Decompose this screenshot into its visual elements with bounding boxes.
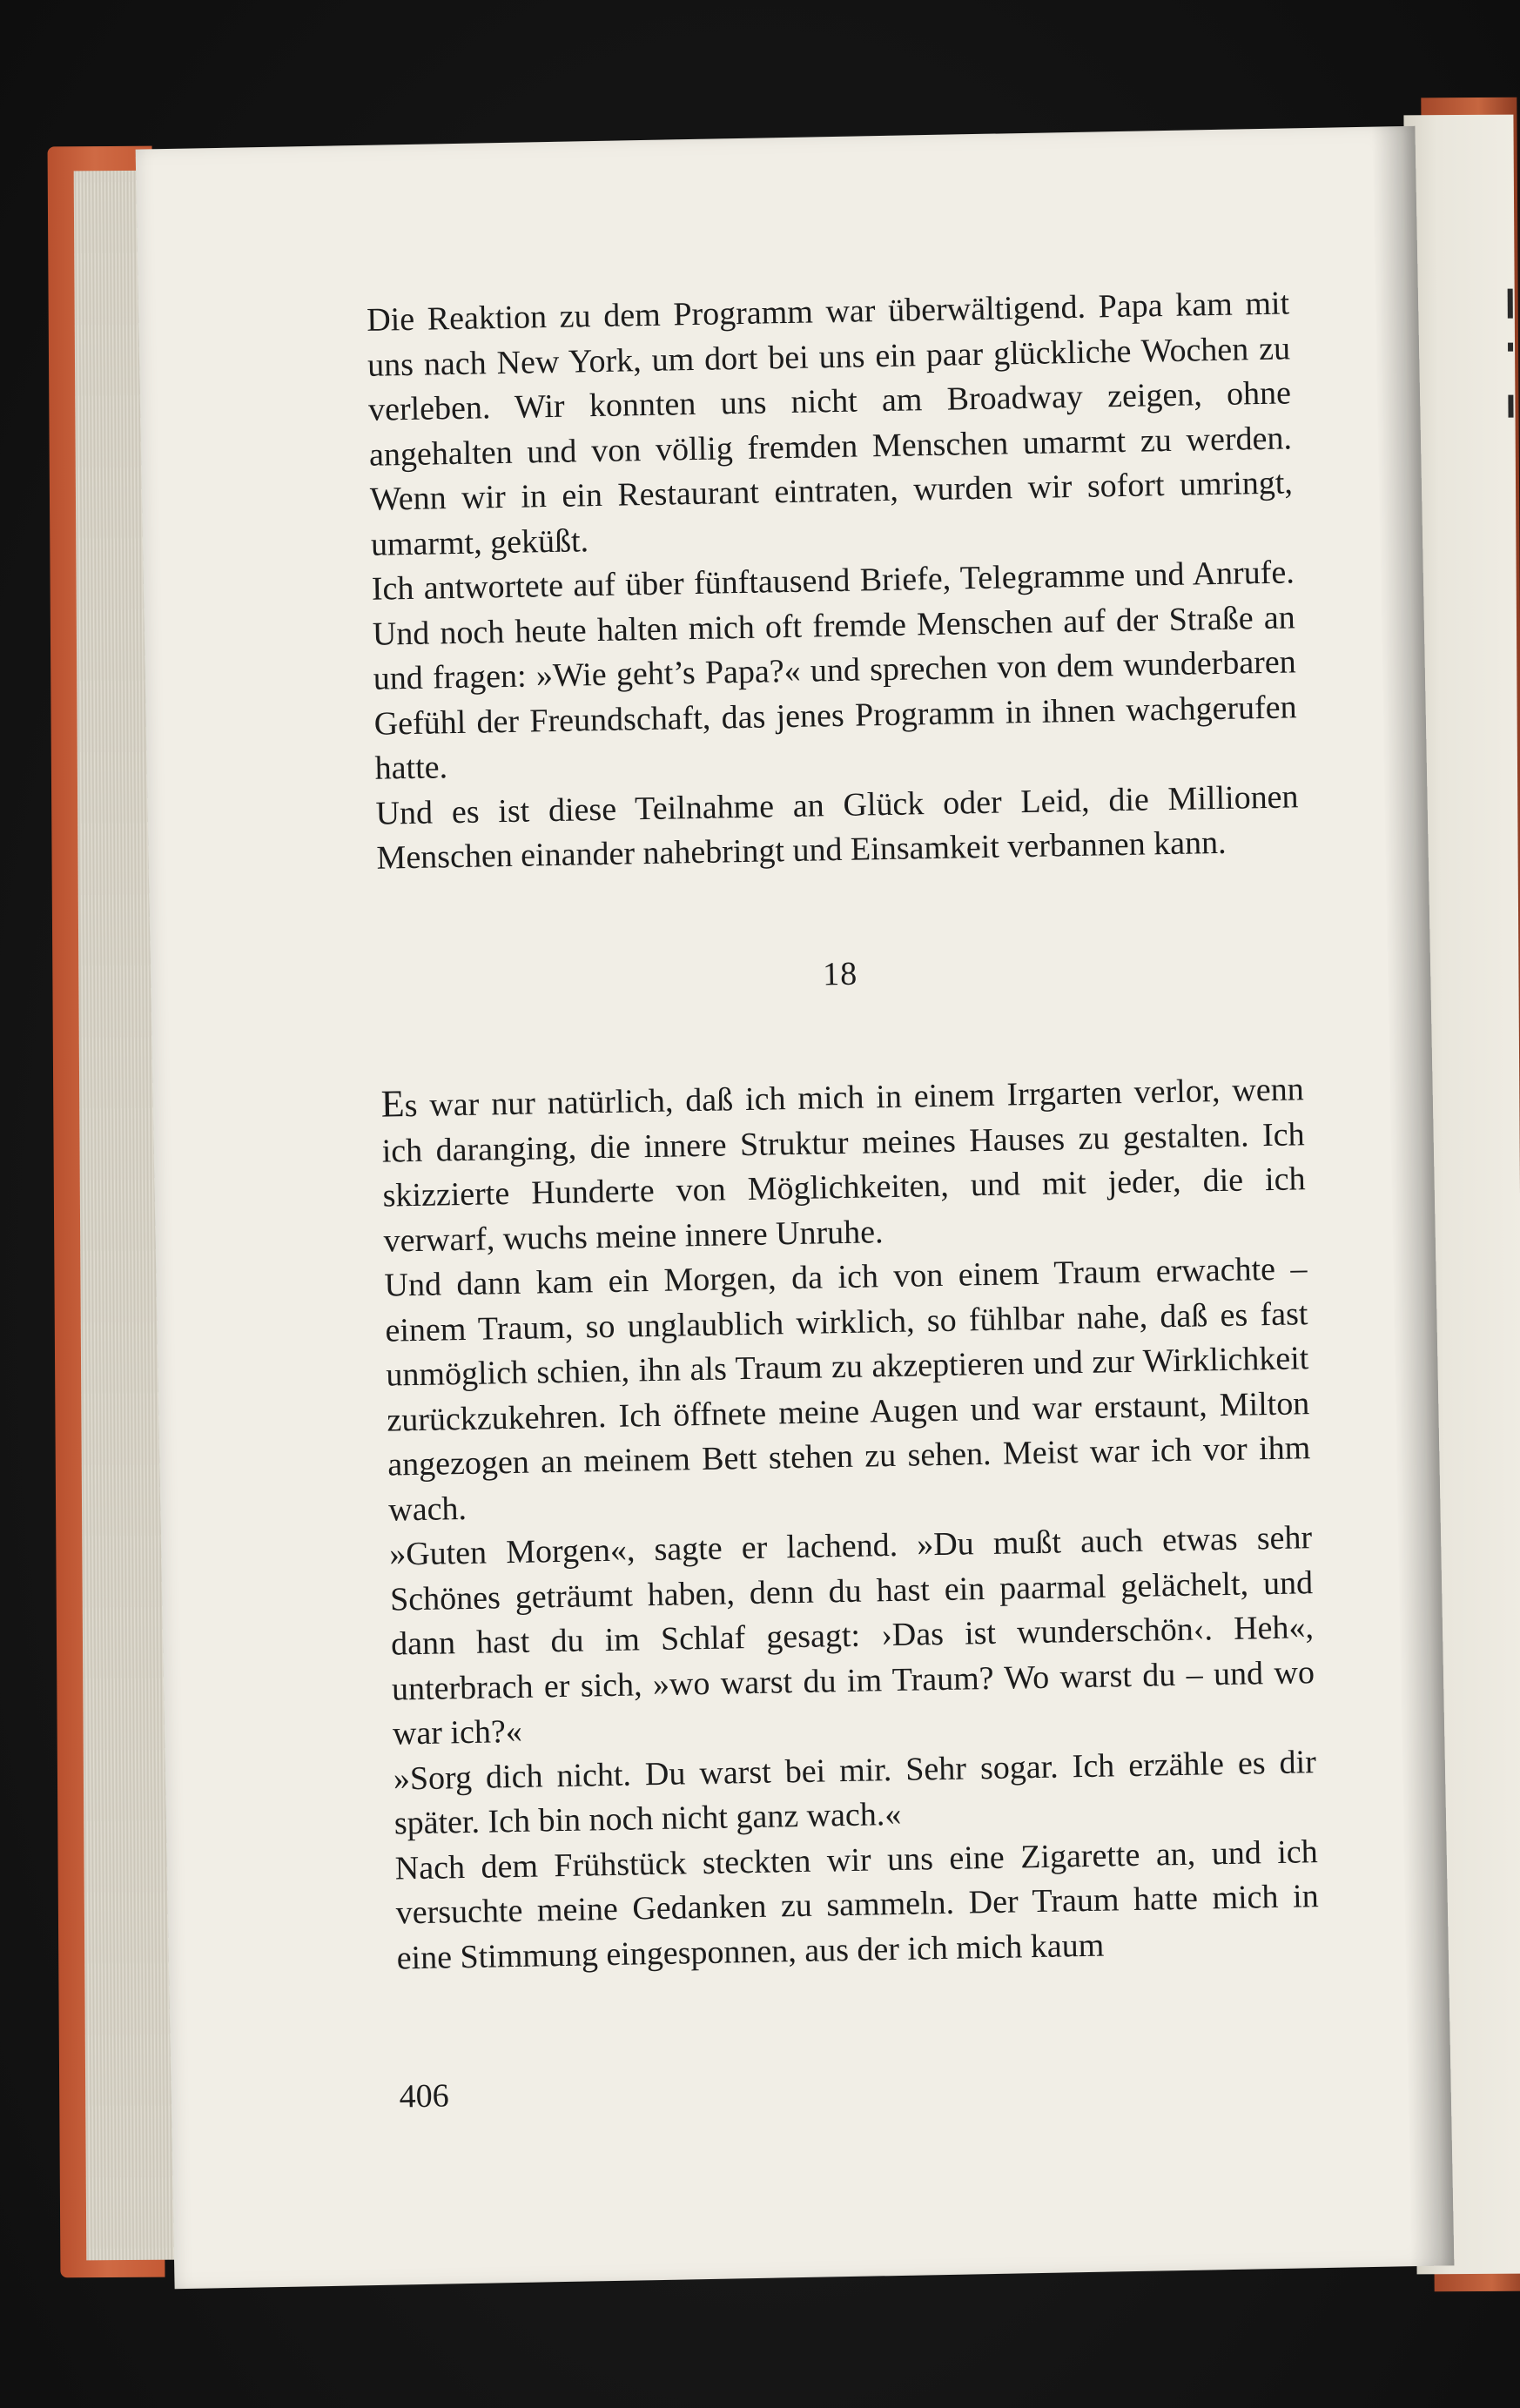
paragraph: »Guten Morgen«, sagte er lachend. »Du mußt auch etwas sehr Schönes geträumt haben, denn du hast ein paarmal gelächelt, und dann hast du im Schlaf gesagt: ›Das ist wunderschön‹. Heh«, unterbrach er sich, »wo warst du im Traum? Wo warst du – und wo war ich?« [388,1519,1315,1752]
paragraph: Ich antwortete auf über fünftausend Briefe, Telegramme und Anrufe. Und noch heute halten mich oft fremde Menschen auf der Straße an und fragen: »Wie geht’s Papa?« und sprechen von dem wunderbaren Gefühl der Freundschaft, das jenes Programm in ihnen wachgerufen hatte. [371,554,1297,787]
paragraph: Und dann kam ein Morgen, da ich von einem Traum erwachte – einem Traum, so unglaublich wirklich, so fühlbar nahe, daß es fast unmöglich schien, ihn als Traum zu akzeptieren und zur Wirklichkeit zurückzukehren. Ich öffnete meine Augen und war erstaunt, Milton angezogen an meinem Bett stehen zu sehen. Meist war ich vor ihm wach. [384,1250,1311,1529]
chapter-opening-paragraph: Es war nur natürlich, daß ich mich in einem Irrgarten verlor, wenn ich daranging, die innere Struktur meines Hauses zu gestalten. Ich skizzierte Hunderte von Möglichkeiten, und mit jeder, die ich verwarf, wuchs meine innere Unruhe. [380,1071,1306,1260]
page-text [367,281,1320,1981]
page-number: 406 [399,2077,450,2115]
paragraph: Und es ist diese Teilnahme an Glück oder Leid, die Millionen Menschen einander nahebringt und Einsamkeit verbannen kann. [375,777,1299,877]
book-page [136,126,1455,2290]
chapter-number: 18 [822,955,858,992]
facing-page-glyph [1508,343,1513,352]
facing-page-glyph [1508,289,1513,319]
facing-page-glyph [1508,395,1513,418]
paragraph: Die Reaktion zu dem Programm war überwältigend. Papa kam mit uns nach New York, um dort bei uns ein paar glückliche Wochen zu verleben. Wir konnten uns nicht am Broadway zeigen, ohne angehalten und von völlig fremden Menschen umarmt zu werden. Wenn wir in ein Restaurant eintraten, wurden wir sofort umringt, umarmt, geküßt. [366,285,1294,563]
paragraph: Nach dem Frühstück steckten wir uns eine Zigarette an, und ich versuchte meine Gedanken zu sammeln. Der Traum hatte mich in eine Stimmung eingesponnen, aus der ich mich kaum [394,1833,1319,1977]
paragraph: »Sorg dich nicht. Du warst bei mir. Sehr sogar. Ich erzähle es dir später. Ich bin noch nicht ganz wach.« [393,1743,1317,1842]
